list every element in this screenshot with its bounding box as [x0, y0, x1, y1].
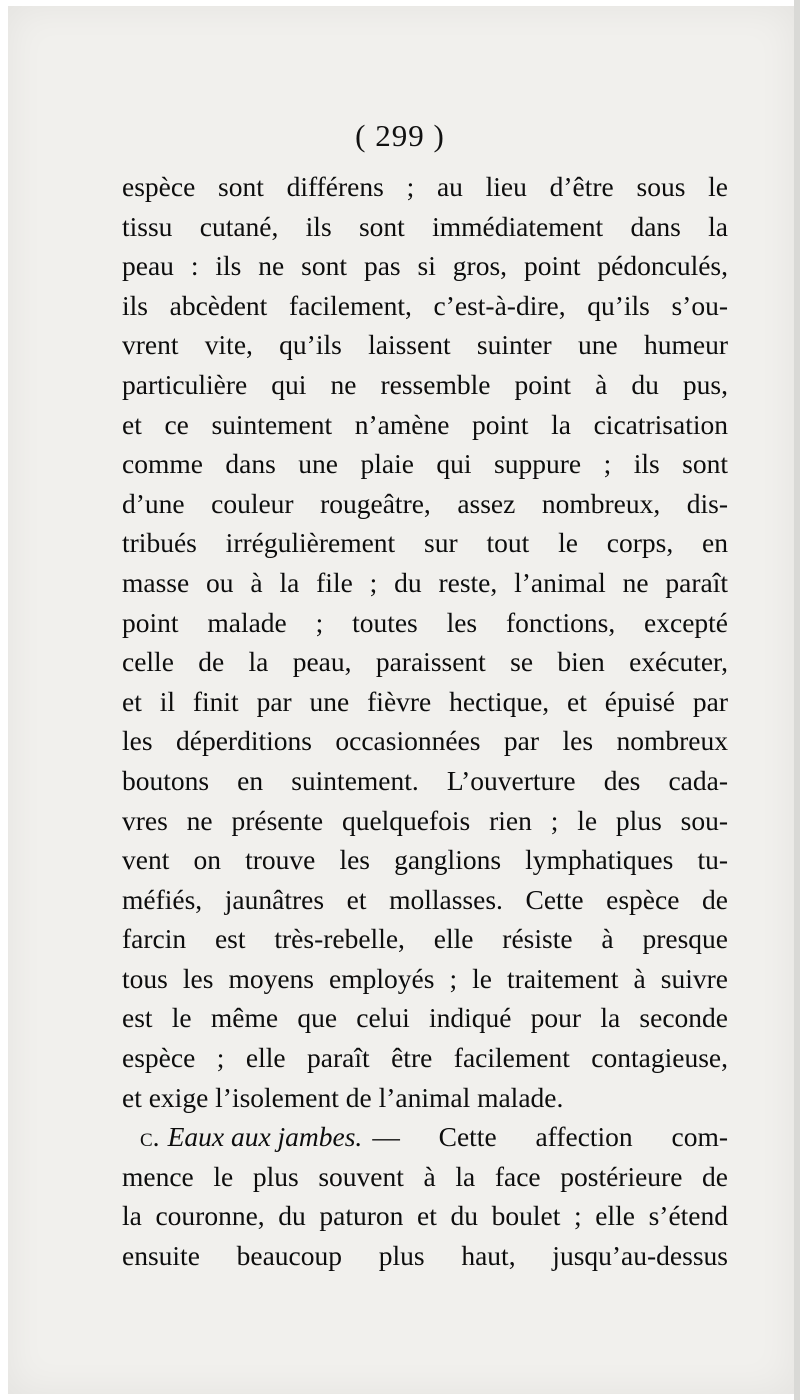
- page-edge: [794, 0, 800, 1400]
- text-line: et il finit par une fièvre hectique, et épuisé par: [122, 685, 728, 717]
- text-line: espèce ; elle paraît être facilement contagieuse,: [122, 1042, 728, 1074]
- text-line: d’une couleur rougeâtre, assez nombreux, dis-: [122, 487, 728, 519]
- text-line: vent on trouve les ganglions lymphatiques tu-: [122, 844, 728, 876]
- text-line: ensuite beaucoup plus haut, jusqu’au-dessus: [122, 1240, 728, 1272]
- text-line: masse ou à la file ; du reste, l’animal ne paraît: [122, 566, 728, 598]
- text-line: tribués irrégulièrement sur tout le corps, en: [122, 527, 728, 559]
- text-line: farcin est très-rebelle, elle résiste à presque: [122, 923, 728, 955]
- body-text: [122, 167, 728, 1276]
- text-line: mence le plus souvent à la face postérieure de: [122, 1160, 728, 1192]
- text-line: espèce sont différens ; au lieu d’être sous le: [122, 171, 728, 202]
- text-line: particulière qui ne ressemble point à du pus,: [122, 368, 728, 400]
- text-line: ils abcèdent facilement, c’est-à-dire, qu’ils s’ou-: [122, 289, 728, 321]
- text-line: tissu cutané, ils sont immédiatement dans la: [122, 210, 728, 242]
- text-line: peau : ils ne sont pas si gros, point pédonculés,: [122, 250, 728, 282]
- text-line: et ce suintement n’amène point la cicatrisation: [122, 408, 728, 440]
- text-line: tous les moyens employés ; le traitement à suivre: [122, 962, 728, 994]
- section-first-line-text: — Cette affection com-: [372, 1121, 728, 1153]
- text-line: la couronne, du paturon et du boulet ; elle s’étend: [122, 1200, 728, 1232]
- text-line: point malade ; toutes les fonctions, excepté: [122, 606, 728, 638]
- text-line: et exige l’isolement de l’animal malade.: [122, 1081, 564, 1113]
- text-line: est le même que celui indiqué pour la seconde: [122, 1002, 728, 1034]
- section-heading-line: [122, 1117, 728, 1157]
- text-line: vres ne présente quelquefois rien ; le plus sou-: [122, 804, 728, 836]
- section-title: Eaux aux jambes.: [167, 1121, 363, 1153]
- page-number: ( 299 ): [355, 118, 445, 153]
- text-line: comme dans une plaie qui suppure ; ils sont: [122, 448, 728, 480]
- text-line: les déperditions occasionnées par les nombreux: [122, 725, 728, 757]
- text-line: méfiés, jaunâtres et mollasses. Cette espèce de: [122, 883, 728, 915]
- text-line: celle de la peau, paraissent se bien exécuter,: [122, 646, 728, 678]
- text-line: boutons en suintement. L’ouverture des cada-: [122, 764, 728, 796]
- text-line: vrent vite, qu’ils laissent suinter une humeur: [122, 329, 728, 361]
- section-letter: c.: [140, 1121, 160, 1153]
